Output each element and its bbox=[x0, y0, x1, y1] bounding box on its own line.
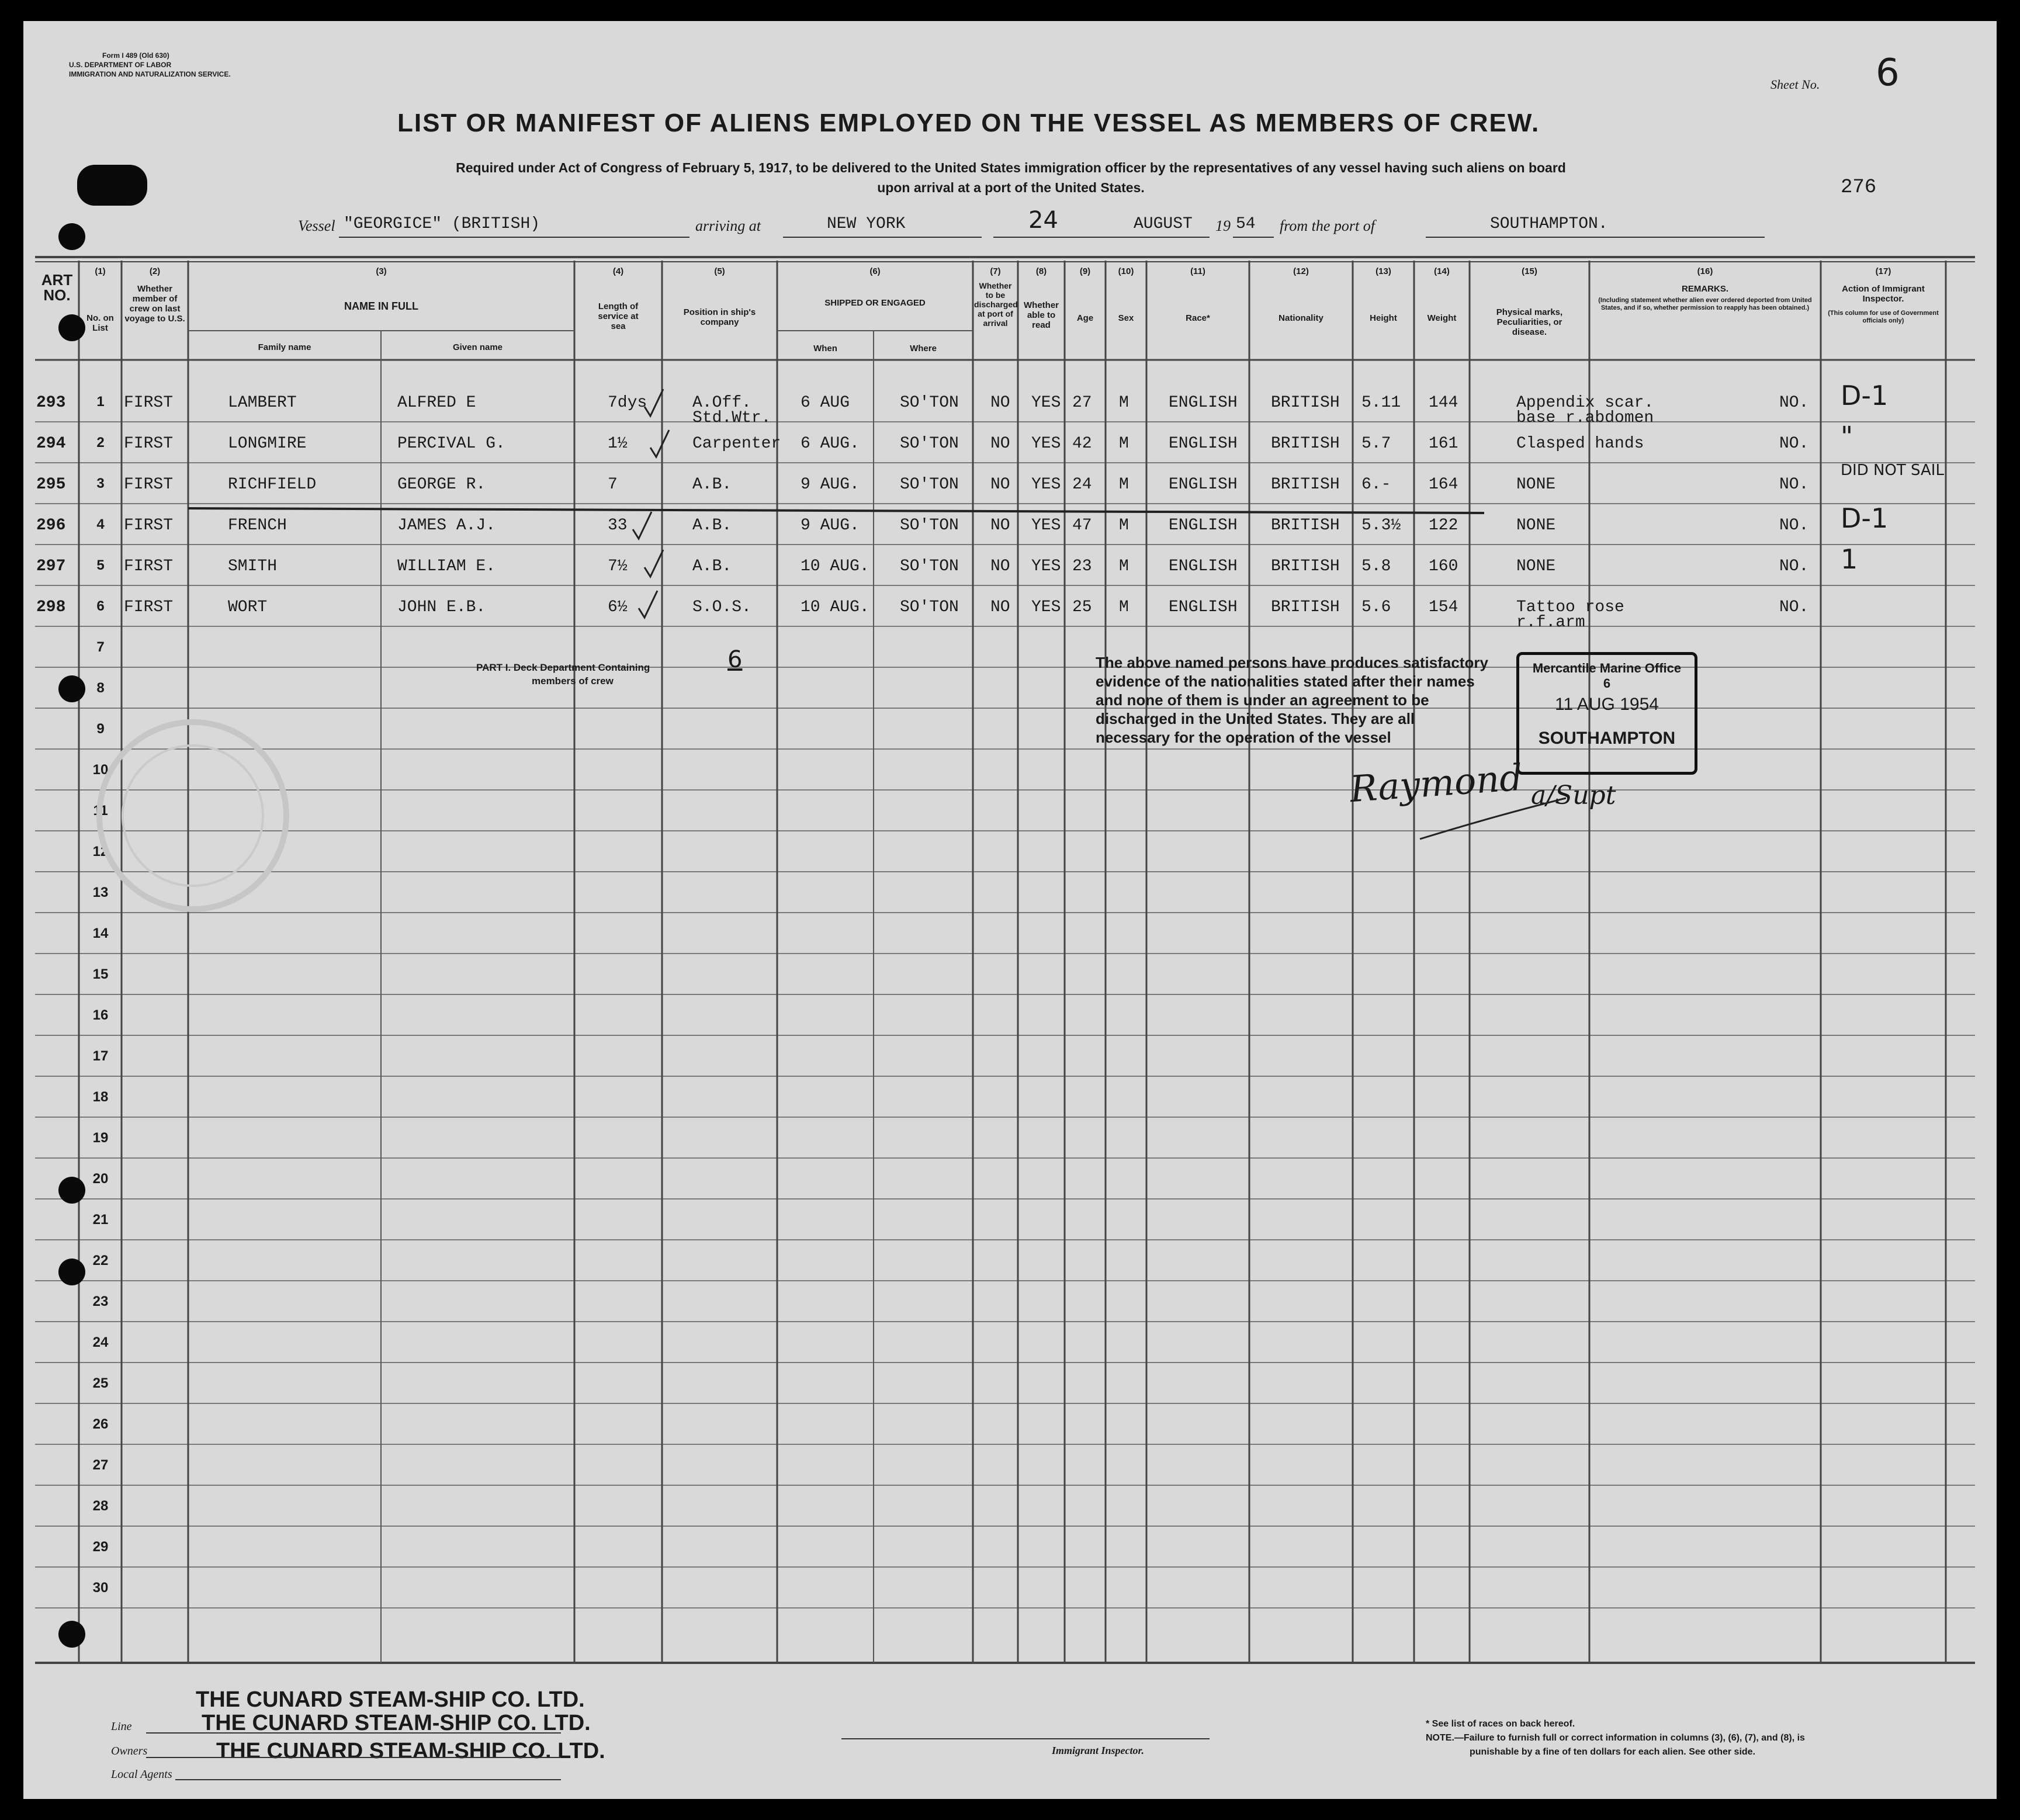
cell-nationality: BRITISH bbox=[1271, 516, 1340, 535]
cell-sex: M bbox=[1119, 557, 1129, 576]
signature-role: a/Supt bbox=[1531, 781, 1616, 810]
row-number: 1 bbox=[96, 394, 105, 410]
cell-weight: 122 bbox=[1429, 516, 1458, 535]
cell-race: ENGLISH bbox=[1169, 557, 1238, 576]
header-col10-num: (10) bbox=[1118, 266, 1134, 276]
page-title: LIST OR MANIFEST OF ALIENS EMPLOYED ON THE VESSEL AS MEMBERS OF CREW. bbox=[397, 109, 1540, 137]
cell-weight: 144 bbox=[1429, 394, 1458, 412]
cell-position: A.B. bbox=[692, 476, 732, 494]
cell-position: A.Off. bbox=[692, 394, 751, 412]
stamp-port: SOUTHAMPTON bbox=[1538, 729, 1676, 748]
footer-note-1: * See list of races on back hereof. bbox=[1426, 1719, 1575, 1729]
stamp-date: 11 AUG 1954 bbox=[1555, 695, 1659, 714]
header-col6-when: When bbox=[813, 344, 837, 353]
cell-nationality: BRITISH bbox=[1271, 435, 1340, 453]
subtitle-line-1: Required under Act of Congress of February 5, 1917, to be delivered to the United States immigration officer by the representatives of any vessel having such aliens on board bbox=[456, 160, 1566, 175]
cell-weight: 160 bbox=[1429, 557, 1458, 576]
part-count: 6 bbox=[727, 646, 743, 673]
form-number: Form I 489 (Old 630) bbox=[102, 51, 169, 60]
cell-position: A.B. bbox=[692, 516, 732, 535]
footer-company-1: THE CUNARD STEAM-SHIP CO. LTD. bbox=[196, 1687, 585, 1712]
cell-position: A.B. bbox=[692, 557, 732, 576]
cell-nationality: BRITISH bbox=[1271, 598, 1340, 616]
cell-age: 47 bbox=[1072, 516, 1092, 535]
cell-sex: M bbox=[1119, 476, 1129, 494]
header-col13: Height bbox=[1370, 313, 1397, 323]
row-number: 30 bbox=[92, 1580, 109, 1596]
cell-sex: M bbox=[1119, 516, 1129, 535]
cell-sex: M bbox=[1119, 598, 1129, 616]
header-col17-note: (This column for use of Government officials only) bbox=[1828, 310, 1939, 324]
cell-action: D-1 bbox=[1841, 502, 1889, 534]
cell-last-voyage: FIRST bbox=[124, 394, 174, 412]
cell-when: 6 AUG. bbox=[801, 435, 860, 453]
header-col8: Whether able to read bbox=[1024, 300, 1059, 330]
row-number: 24 bbox=[92, 1334, 109, 1350]
cell-read: YES bbox=[1031, 476, 1061, 494]
cell-age: 42 bbox=[1072, 435, 1092, 453]
cell-age: 25 bbox=[1072, 598, 1092, 616]
header-col3-family: Family name bbox=[258, 342, 311, 352]
header-col12: Nationality bbox=[1278, 313, 1323, 323]
row-number: 19 bbox=[92, 1130, 109, 1146]
cell-family: SMITH bbox=[228, 557, 278, 576]
cell-race: ENGLISH bbox=[1169, 476, 1238, 494]
footer-lines bbox=[23, 21, 1997, 1799]
cell-position: Carpenter bbox=[692, 435, 781, 453]
header-col6: SHIPPED OR ENGAGED bbox=[824, 298, 926, 308]
footer-line-label: Line bbox=[111, 1720, 132, 1733]
cell-remarks: NO. bbox=[1779, 557, 1809, 576]
cell-when: 9 AUG. bbox=[801, 516, 860, 535]
header-col13-num: (13) bbox=[1375, 266, 1391, 276]
cell-marks: Clasped hands bbox=[1516, 435, 1644, 453]
header-col17: Action of Immigrant Inspector. bbox=[1842, 284, 1925, 304]
header-col17-num: (17) bbox=[1875, 266, 1891, 276]
cell-where: SO'TON bbox=[900, 516, 959, 535]
header-col7-num: (7) bbox=[990, 266, 1001, 276]
cell-when: 10 AUG. bbox=[801, 557, 869, 576]
footer-company-2: THE CUNARD STEAM-SHIP CO. LTD. bbox=[202, 1711, 591, 1735]
header-col8-num: (8) bbox=[1035, 266, 1047, 276]
signature-name: Raymond bbox=[1348, 755, 1524, 811]
header-col1: No. on List bbox=[86, 313, 114, 333]
cell-read: YES bbox=[1031, 394, 1061, 412]
cell-nationality: BRITISH bbox=[1271, 476, 1340, 494]
cell-art: 294 bbox=[36, 435, 66, 453]
cell-family: RICHFIELD bbox=[228, 476, 317, 494]
row-number: 7 bbox=[96, 639, 105, 655]
cell-position: S.O.S. bbox=[692, 598, 751, 616]
cell-action: DID NOT SAIL bbox=[1841, 462, 1944, 479]
cell-family: FRENCH bbox=[228, 516, 287, 535]
header-col11: Race* bbox=[1186, 313, 1210, 323]
header-col3: NAME IN FULL bbox=[344, 300, 418, 312]
footer-inspector-label: Immigrant Inspector. bbox=[1052, 1745, 1145, 1756]
header-col5: Position in ship's company bbox=[683, 307, 756, 327]
row-number: 3 bbox=[96, 476, 105, 491]
arriving-port: NEW YORK bbox=[827, 215, 906, 233]
row-number: 29 bbox=[92, 1539, 109, 1555]
cell-race: ENGLISH bbox=[1169, 435, 1238, 453]
row-number: 18 bbox=[92, 1089, 109, 1105]
arriving-label: arriving at bbox=[695, 217, 761, 234]
row-number: 22 bbox=[92, 1253, 109, 1268]
footer-note-3: punishable by a fine of ten dollars for each alien. See other side. bbox=[1470, 1747, 1756, 1757]
cell-art: 293 bbox=[36, 394, 66, 412]
row-number: 10 bbox=[92, 762, 109, 778]
header-col14: Weight bbox=[1427, 313, 1457, 323]
cell-where: SO'TON bbox=[900, 435, 959, 453]
arrival-year: 54 bbox=[1236, 215, 1256, 233]
cell-marks: NONE bbox=[1516, 557, 1556, 576]
header-col5-num: (5) bbox=[714, 266, 725, 276]
footer-note-2: NOTE.—Failure to furnish full or correct information in columns (3), (6), (7), and (8), is bbox=[1426, 1733, 1805, 1743]
cell-art: 298 bbox=[36, 598, 66, 616]
cell-discharged: NO bbox=[990, 557, 1010, 576]
cell-nationality: BRITISH bbox=[1271, 557, 1340, 576]
footer-agents-label: Local Agents bbox=[111, 1768, 172, 1781]
header-col7: Whether to be discharged at port of arrival bbox=[974, 281, 1018, 328]
row-number: 23 bbox=[92, 1294, 109, 1309]
header-art-no: ART NO. bbox=[41, 271, 73, 304]
cell-height: 5.11 bbox=[1361, 394, 1401, 412]
cell-discharged: NO bbox=[990, 516, 1010, 535]
cell-height: 5.7 bbox=[1361, 435, 1391, 453]
cell-given: GEORGE R. bbox=[397, 476, 486, 494]
cell-read: YES bbox=[1031, 435, 1061, 453]
cell-read: YES bbox=[1031, 516, 1061, 535]
cell-service: 6½ bbox=[608, 598, 628, 616]
row-number: 26 bbox=[92, 1416, 109, 1432]
cell-marks-2: base r.abdomen bbox=[1516, 409, 1654, 427]
header-col2-num: (2) bbox=[149, 266, 161, 276]
cell-last-voyage: FIRST bbox=[124, 476, 174, 494]
cell-service: 7½ bbox=[608, 557, 628, 576]
cell-when: 9 AUG. bbox=[801, 476, 860, 494]
cell-weight: 164 bbox=[1429, 476, 1458, 494]
footer-owners-label: Owners bbox=[111, 1745, 148, 1757]
row-number: 13 bbox=[92, 885, 109, 900]
stamp-line-1: Mercantile Marine Office bbox=[1532, 661, 1682, 675]
cell-family: WORT bbox=[228, 598, 268, 616]
header-col3-num: (3) bbox=[376, 266, 387, 276]
sheet-number: 6 bbox=[1876, 51, 1900, 95]
cell-action: 1 bbox=[1841, 543, 1858, 575]
cell-discharged: NO bbox=[990, 435, 1010, 453]
from-port-label: from the port of bbox=[1280, 217, 1375, 234]
row-number: 5 bbox=[96, 557, 105, 573]
cell-discharged: NO bbox=[990, 476, 1010, 494]
part-label-2: members of crew bbox=[532, 675, 614, 687]
cell-weight: 161 bbox=[1429, 435, 1458, 453]
cell-art: 297 bbox=[36, 557, 66, 576]
cell-remarks: NO. bbox=[1779, 598, 1809, 616]
cell-height: 5.8 bbox=[1361, 557, 1391, 576]
footer-company-3: THE CUNARD STEAM-SHIP CO. LTD. bbox=[216, 1739, 605, 1763]
row-number: 15 bbox=[92, 966, 109, 982]
header-col12-num: (12) bbox=[1293, 266, 1309, 276]
cell-nationality: BRITISH bbox=[1271, 394, 1340, 412]
cell-action: " bbox=[1841, 421, 1853, 452]
row-number: 14 bbox=[92, 925, 109, 941]
cell-family: LAMBERT bbox=[228, 394, 297, 412]
row-number: 12 bbox=[92, 844, 109, 859]
cell-when: 10 AUG. bbox=[801, 598, 869, 616]
header-col9-num: (9) bbox=[1079, 266, 1091, 276]
cell-height: 5.6 bbox=[1361, 598, 1391, 616]
from-port: SOUTHAMPTON. bbox=[1490, 215, 1608, 233]
part-label: PART I. Deck Department Containing bbox=[476, 662, 650, 673]
header-col4: Length of service at sea bbox=[598, 301, 639, 331]
cell-read: YES bbox=[1031, 557, 1061, 576]
arrival-day: 24 bbox=[1028, 207, 1058, 234]
row-number: 11 bbox=[93, 803, 108, 819]
cell-marks: Appendix scar. bbox=[1516, 394, 1654, 412]
row-number: 2 bbox=[96, 435, 105, 450]
header-col10: Sex bbox=[1118, 313, 1134, 323]
row-number: 17 bbox=[92, 1048, 109, 1064]
cell-age: 27 bbox=[1072, 394, 1092, 412]
cell-height: 5.3½ bbox=[1361, 516, 1401, 535]
cell-last-voyage: FIRST bbox=[124, 598, 174, 616]
cell-weight: 154 bbox=[1429, 598, 1458, 616]
row-number: 25 bbox=[92, 1375, 109, 1391]
cell-marks-2: r.f.arm bbox=[1516, 613, 1585, 632]
cell-last-voyage: FIRST bbox=[124, 516, 174, 535]
cell-last-voyage: FIRST bbox=[124, 435, 174, 453]
cell-given: JAMES A.J. bbox=[397, 516, 496, 535]
cell-where: SO'TON bbox=[900, 557, 959, 576]
row-number: 21 bbox=[92, 1212, 109, 1228]
cell-marks: NONE bbox=[1516, 476, 1556, 494]
cell-service: 7 bbox=[608, 476, 618, 494]
cell-where: SO'TON bbox=[900, 476, 959, 494]
cell-family: LONGMIRE bbox=[228, 435, 307, 453]
cell-when: 6 AUG bbox=[801, 394, 850, 412]
cell-service: 1½ bbox=[608, 435, 628, 453]
header-col6-where: Where bbox=[910, 344, 937, 353]
header-col15-num: (15) bbox=[1522, 266, 1537, 276]
cell-action: D-1 bbox=[1841, 380, 1889, 411]
row-number: 8 bbox=[96, 680, 105, 696]
cell-service: 33 bbox=[608, 516, 628, 535]
header-col15: Physical marks, Peculiarities, or disease. bbox=[1496, 307, 1563, 337]
subtitle-line-2: upon arrival at a port of the United States. bbox=[877, 180, 1145, 195]
row-number: 20 bbox=[92, 1171, 109, 1187]
cell-sex: M bbox=[1119, 435, 1129, 453]
row-number: 9 bbox=[96, 721, 105, 737]
cell-discharged: NO bbox=[990, 394, 1010, 412]
cell-remarks: NO. bbox=[1779, 476, 1809, 494]
cell-sex: M bbox=[1119, 394, 1129, 412]
cell-race: ENGLISH bbox=[1169, 516, 1238, 535]
cell-remarks: NO. bbox=[1779, 516, 1809, 535]
cell-last-voyage: FIRST bbox=[124, 557, 174, 576]
row-number: 6 bbox=[96, 598, 105, 614]
header-col9: Age bbox=[1076, 313, 1094, 323]
vessel-label: Vessel bbox=[298, 217, 335, 234]
header-col6-num: (6) bbox=[869, 266, 881, 276]
header-col16: REMARKS. bbox=[1681, 284, 1728, 294]
cell-given: PERCIVAL G. bbox=[397, 435, 505, 453]
header-col4-num: (4) bbox=[612, 266, 624, 276]
declaration-text: The above named persons have produces satisfactory evidence of the nationalities stated after their names and none of them is under an agreement to be discharged in the United States. They are all necessary for the operation of the vessel bbox=[1096, 654, 1488, 746]
cell-height: 6.- bbox=[1361, 476, 1391, 494]
header-col16-note: (Including statement whether alien ever ordered deported from United States, and if so, whether permission to reapply has been obtained.) bbox=[1598, 297, 1812, 311]
header-col16-num: (16) bbox=[1697, 266, 1713, 276]
cell-age: 24 bbox=[1072, 476, 1092, 494]
header-col11-num: (11) bbox=[1190, 266, 1205, 276]
cell-art: 296 bbox=[36, 516, 66, 535]
cell-age: 23 bbox=[1072, 557, 1092, 576]
header-col14-num: (14) bbox=[1434, 266, 1450, 276]
cell-discharged: NO bbox=[990, 598, 1010, 616]
cell-service: 7dys bbox=[608, 394, 647, 412]
service: IMMIGRATION AND NATURALIZATION SERVICE. bbox=[69, 70, 231, 78]
cell-where: SO'TON bbox=[900, 394, 959, 412]
cell-given: WILLIAM E. bbox=[397, 557, 496, 576]
department: U.S. DEPARTMENT OF LABOR bbox=[69, 61, 172, 69]
cell-where: SO'TON bbox=[900, 598, 959, 616]
header-col1-num: (1) bbox=[95, 266, 106, 276]
cell-read: YES bbox=[1031, 598, 1061, 616]
header-col2: Whether member of crew on last voyage to U.S. bbox=[124, 284, 185, 324]
cell-remarks: NO. bbox=[1779, 435, 1809, 453]
cell-race: ENGLISH bbox=[1169, 598, 1238, 616]
cell-marks: Tattoo rose bbox=[1516, 598, 1624, 616]
manifest-sheet bbox=[23, 21, 1997, 1799]
cell-position-2: Std.Wtr. bbox=[692, 409, 771, 427]
cell-race: ENGLISH bbox=[1169, 394, 1238, 412]
page-number: 276 bbox=[1841, 176, 1877, 199]
arrival-month: AUGUST bbox=[1134, 215, 1193, 233]
header-col3-given: Given name bbox=[452, 342, 503, 352]
row-number: 4 bbox=[96, 516, 105, 532]
cell-remarks: NO. bbox=[1779, 394, 1809, 412]
cell-marks: NONE bbox=[1516, 516, 1556, 535]
year-prefix: 19 bbox=[1215, 217, 1231, 234]
sheet-label: Sheet No. bbox=[1770, 77, 1820, 92]
cell-given: ALFRED E bbox=[397, 394, 476, 412]
cell-art: 295 bbox=[36, 476, 66, 494]
row-number: 27 bbox=[92, 1457, 109, 1473]
row-number: 16 bbox=[92, 1007, 109, 1023]
row-number: 28 bbox=[92, 1498, 109, 1514]
cell-given: JOHN E.B. bbox=[397, 598, 486, 616]
vessel-name: "GEORGICE" (BRITISH) bbox=[344, 215, 540, 233]
stamp-line-2: 6 bbox=[1603, 676, 1611, 691]
